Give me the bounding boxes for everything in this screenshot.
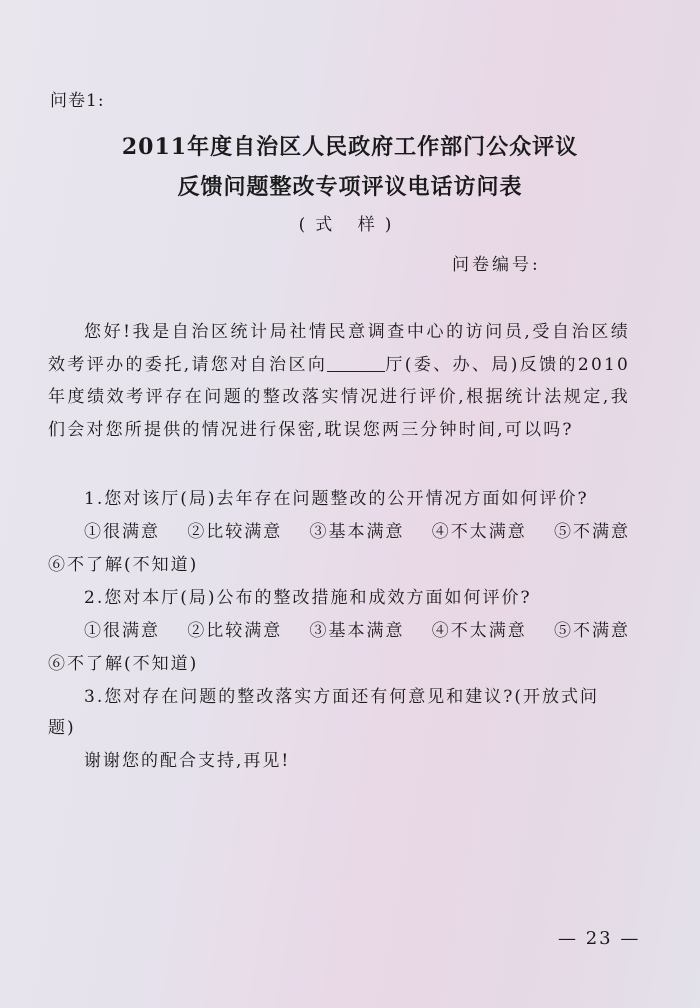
document-title-line1: 2011年度自治区人民政府工作部门公众评议: [121, 134, 579, 160]
q2-option-5: ⑤不满意: [554, 621, 630, 641]
q1-option-1: ①很满意: [84, 522, 160, 542]
document-title-line2: 反馈问题整改专项评议电话访问表: [177, 174, 523, 200]
q2-option-2: ②比较满意: [187, 621, 283, 641]
page-number: — 23 —: [558, 928, 641, 949]
q2-option-1: ①很满意: [84, 621, 160, 641]
document-subtitle: (式 样): [298, 215, 402, 235]
question-3-line1: 3.您对存在问题的整改落实方面还有何意见和建议?(开放式问: [84, 687, 599, 707]
question-1: 1.您对该厅(局)去年存在问题整改的公开情况方面如何评价?: [84, 489, 589, 509]
intro-paragraph: [48, 316, 630, 446]
q2-option-3: ③基本满意: [309, 621, 405, 641]
question-3-line2: 题): [48, 718, 76, 738]
fill-in-blank: [327, 351, 385, 372]
question-1-options: [84, 517, 630, 542]
closing-text: 谢谢您的配合支持,再见!: [84, 751, 291, 771]
intro-text-before-blank: 您好!我是自治区统计局社情民意调查中心的访问员,受自治区绩效考评办的委托,请您对自治区向: [48, 322, 630, 375]
questionnaire-label: 问卷1:: [50, 91, 105, 111]
q1-option-4: ④不太满意: [431, 522, 527, 542]
intro-text-after-blank: 厅(委、办、局)反馈的2010年度绩效考评存在问题的整改落实情况进行评价,根据统计法规定,我们会对您所提供的情况进行保密,耽误您两三分钟时间,可以吗?: [48, 354, 630, 440]
questionnaire-number: 问卷编号:: [452, 255, 541, 275]
q1-option-5: ⑤不满意: [554, 522, 630, 542]
q1-option-3: ③基本满意: [309, 522, 405, 542]
q1-option-2: ②比较满意: [187, 522, 283, 542]
q1-option-6: ⑥不了解(不知道): [48, 555, 199, 575]
q2-option-4: ④不太满意: [431, 621, 527, 641]
question-2-options: [84, 616, 630, 641]
question-2: 2.您对本厅(局)公布的整改措施和成效方面如何评价?: [84, 588, 532, 608]
q2-option-6: ⑥不了解(不知道): [48, 654, 199, 674]
